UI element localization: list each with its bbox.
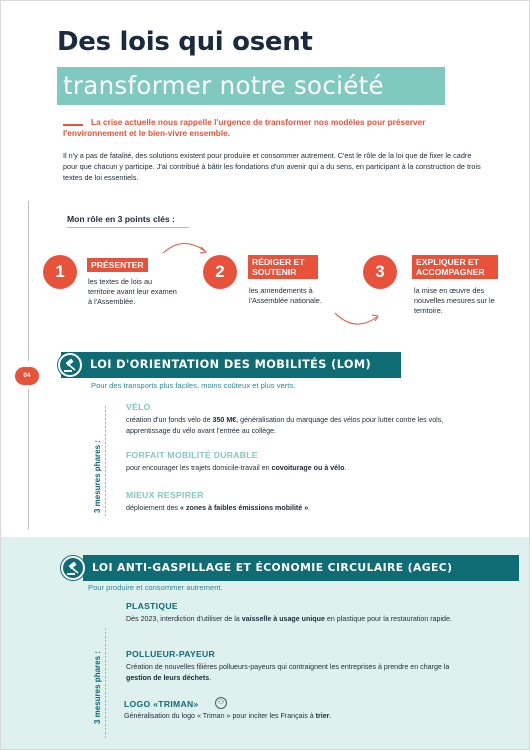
lom-measure-title: MIEUX RESPIRER — [126, 490, 204, 500]
agec-subtitle: Pour produire et consommer autrement. — [88, 583, 223, 592]
step-text-1: les textes de lois au territoire avant leur examen à l'Assemblée. — [88, 277, 177, 306]
left-rule-top — [28, 201, 29, 361]
lom-measure-text: création d'un fonds vélo de 350 M€, généralisation du marquage des vélos pour lutter contre les vols, apprentissage du vélo avant l'entrée au collège. — [126, 416, 444, 435]
agec-title: LOI ANTI-GASPILLAGE ET ÉCONOMIE CIRCULAIRE (AGEC) — [92, 561, 453, 574]
left-rule-bottom — [28, 389, 29, 529]
agec-measure-title: PLASTIQUE — [126, 601, 178, 611]
step-text-3: la mise en œuvre des nouvelles mesures sur le territoire. — [414, 286, 495, 315]
page-subtitle-highlight: transformer notre société — [57, 67, 445, 105]
lom-title: LOI D'ORIENTATION DES MOBILITÉS (LOM) — [90, 358, 372, 371]
step-text-2: les amendements à l'Assemblée nationale. — [249, 286, 322, 305]
agec-side-label: 3 mesures phares : — [93, 651, 102, 724]
lom-side-dash — [105, 406, 106, 516]
lom-measure-title: FORFAIT MOBILITÉ DURABLE — [126, 450, 258, 460]
step-number-2: 2 — [203, 255, 237, 289]
role-underline — [67, 227, 189, 228]
lom-side-label: 3 mesures phares : — [93, 440, 102, 513]
curved-arrow-icon — [333, 309, 383, 331]
step-label-3: EXPLIQUER ET ACCOMPAGNER — [412, 255, 498, 279]
curved-arrow-icon — [161, 237, 211, 257]
step-label-2: RÉDIGER ET SOUTENIR — [248, 255, 318, 279]
page-number: 04 — [15, 367, 39, 385]
agec-measure-text: Dès 2023, interdiction d'utiliser de la vaisselle à usage unique en plastique pour la restauration rapide. — [126, 615, 452, 623]
page-title: Des lois qui osent — [57, 27, 313, 57]
intro-paragraph: Il n'y a pas de fatalité, des solutions existent pour produire et consommer autrement. C'est le rôle de la loi que de fixer le cadre pour que chacun y participe. J'ai contribué à bâtir les fondations d'un avenir qui a du sens, en participant à la construction de trois textes de loi essentiels. — [63, 151, 481, 182]
gavel-icon — [61, 556, 85, 580]
triman-logo-icon: ⚇ — [215, 697, 227, 709]
agec-measure-text: Création de nouvelles filières pollueurs-payeurs qui contraignent les entreprises à prendre en charge la gestion de leurs déchets. — [126, 663, 450, 682]
lom-measure-text: pour encourager les trajets domicile-travail en covoiturage ou à vélo. — [126, 464, 347, 472]
lom-measure-text: déploiement des « zones à faibles émissions mobilité ». — [126, 504, 311, 512]
step-number-3: 3 — [363, 255, 397, 289]
role-title: Mon rôle en 3 points clés : — [67, 214, 175, 224]
lom-measure-title: VÉLO — [126, 402, 151, 412]
agec-measure-title: LOGO «TRIMAN» — [124, 699, 199, 709]
intro-highlight: La crise actuelle nous rappelle l'urgence de transformer nos modèles pour préserver l'environnement et le bien-vivre ensemble. — [63, 117, 426, 138]
agec-side-dash — [105, 628, 106, 738]
gavel-icon — [58, 353, 82, 377]
lom-subtitle: Pour des transports plus faciles, moins coûteux et plus verts. — [91, 381, 296, 390]
step-label-1: PRÉSENTER — [87, 258, 148, 272]
agec-measure-title: POLLUEUR-PAYEUR — [126, 649, 216, 659]
agec-measure-text: Généralisation du logo « Triman » pour inciter les Français à trier. — [124, 712, 332, 720]
step-number-1: 1 — [43, 255, 77, 289]
